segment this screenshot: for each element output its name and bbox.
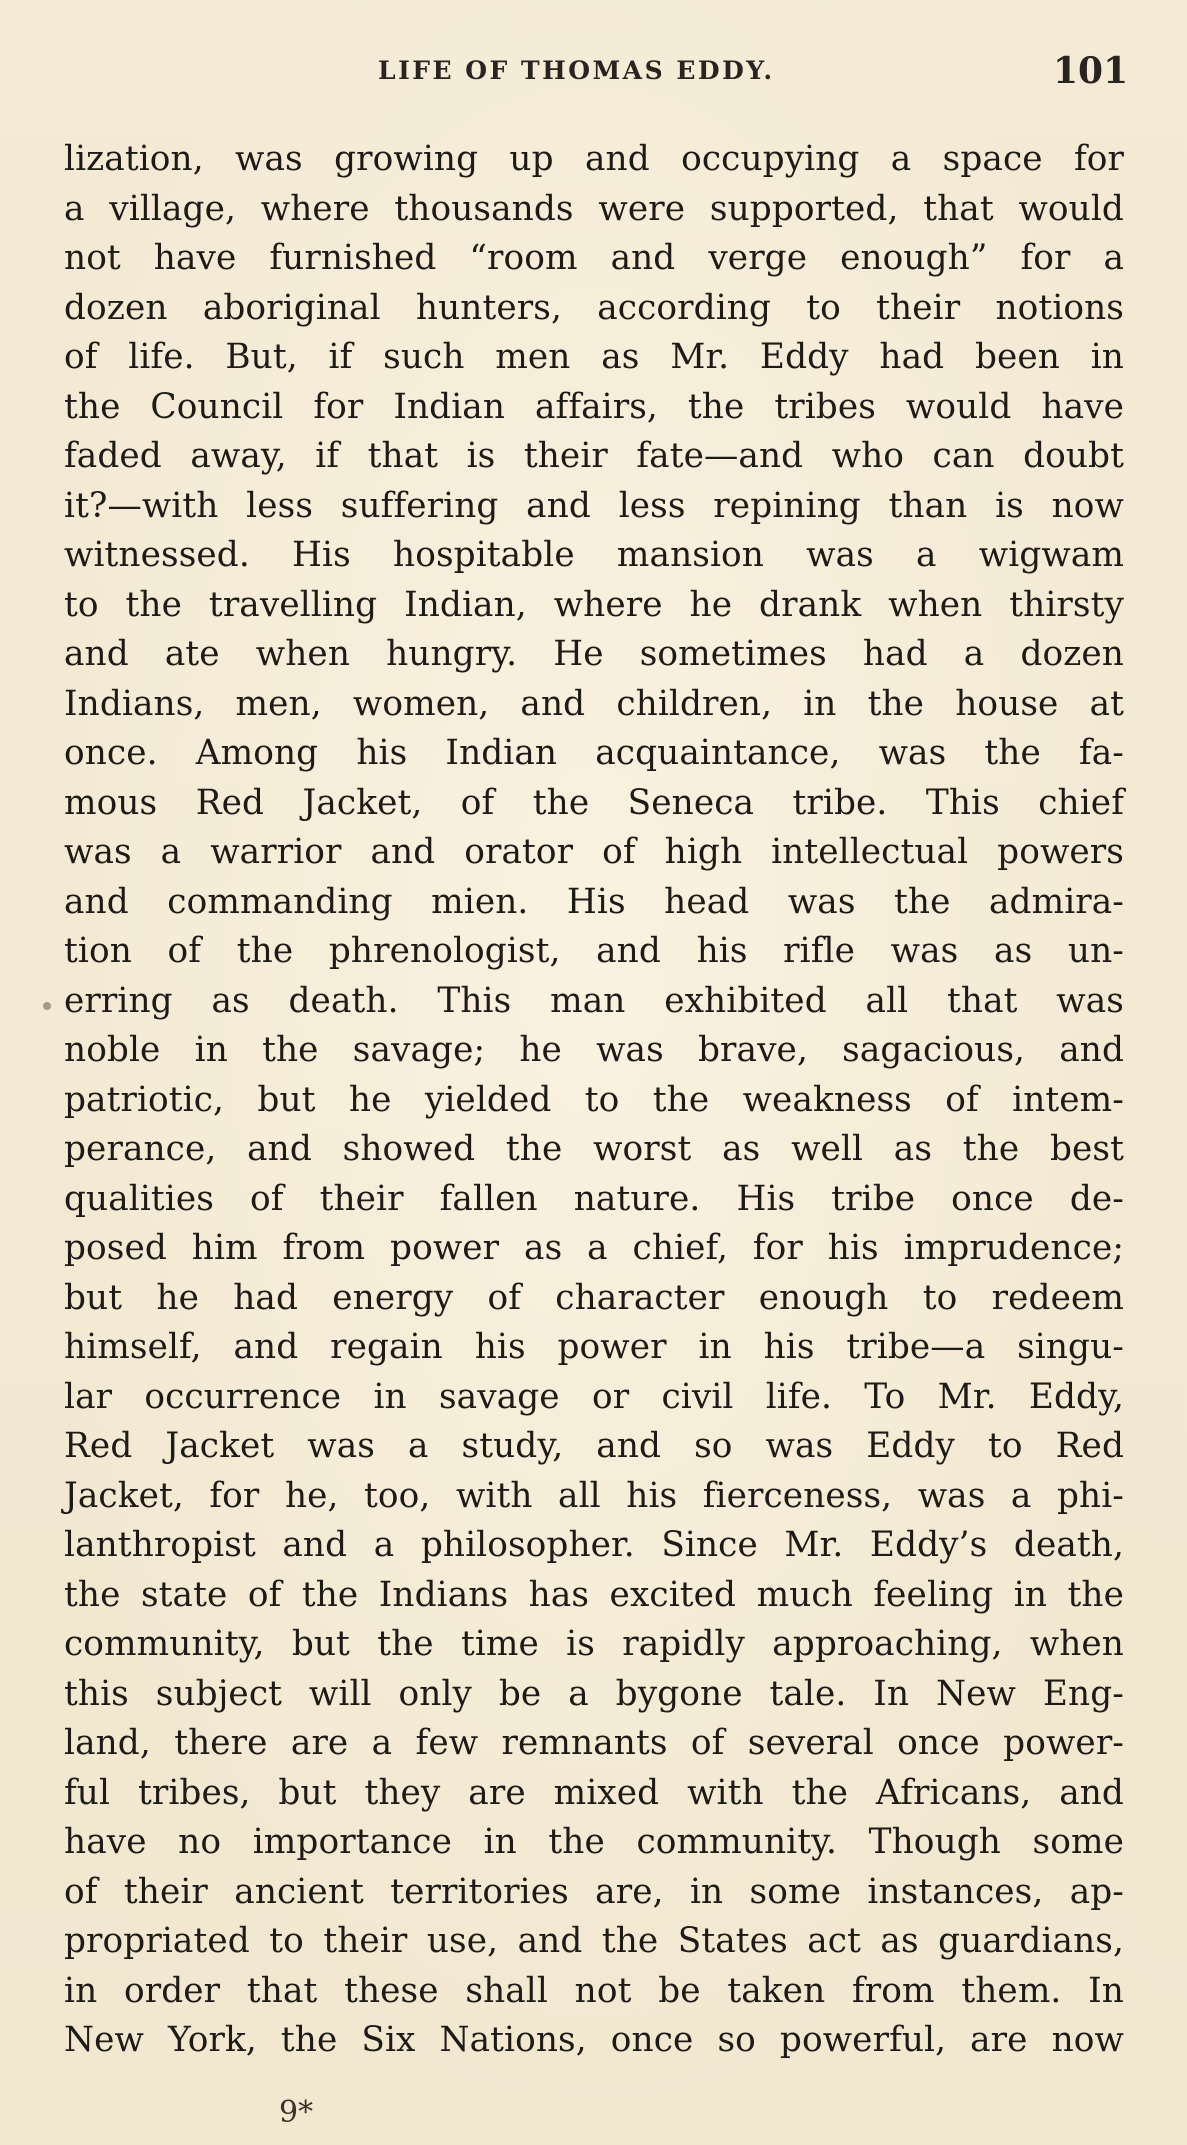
text-line: not have furnished “room and verge enough” for a	[64, 238, 1124, 278]
text-line: the Council for Indian affairs, the tribes would have	[64, 386, 1124, 427]
text-line: faded away, if that is their fate—and who can doubt	[64, 436, 1124, 476]
text-line: mous Red Jacket, of the Seneca tribe. This chief	[64, 782, 1124, 823]
text-line: posed him from power as a chief, for his imprudence;	[64, 1228, 1124, 1268]
text-line: ful tribes, but they are mixed with the Africans, and	[64, 1772, 1124, 1813]
text-line: patriotic, but he yielded to the weakness of intem-	[64, 1079, 1124, 1120]
text-line: to the travelling Indian, where he drank when thirsty	[64, 584, 1124, 625]
text-line: tion of the phrenologist, and his rifle was as un-	[64, 931, 1124, 971]
text-line: Jacket, for he, too, with all his fierceness, was a phi-	[64, 1475, 1124, 1516]
text-line: qualities of their fallen nature. His tribe once de-	[64, 1178, 1124, 1219]
text-line: once. Among his Indian acquaintance, was the fa-	[64, 733, 1124, 773]
ink-speck	[43, 1002, 51, 1010]
text-line: lar occurrence in savage or civil life. To Mr. Eddy,	[64, 1376, 1124, 1417]
text-line: land, there are a few remnants of several once power-	[64, 1723, 1124, 1763]
text-line: of their ancient territories are, in some instances, ap-	[64, 1871, 1124, 1912]
text-line: but he had energy of character enough to redeem	[64, 1277, 1124, 1318]
text-line: of life. But, if such men as Mr. Eddy had been in	[64, 337, 1124, 377]
text-line: in order that these shall not be taken from them. In	[64, 1970, 1124, 2011]
text-line: a village, where thousands were supported, that would	[64, 188, 1124, 229]
text-line: noble in the savage; he was brave, sagacious, and	[64, 1030, 1124, 1070]
text-line: witnessed. His hospitable mansion was a wigwam	[64, 535, 1124, 575]
text-line: and ate when hungry. He sometimes had a dozen	[64, 634, 1124, 674]
text-line: Indians, men, women, and children, in the house at	[64, 683, 1124, 724]
running-head: LIFE OF THOMAS EDDY.	[378, 56, 775, 85]
body-text	[64, 135, 1124, 2066]
text-line: lization, was growing up and occupying a space for	[64, 139, 1124, 179]
text-line: was a warrior and orator of high intellectual powers	[64, 832, 1124, 872]
text-line: propriated to their use, and the States act as guardians,	[64, 1921, 1124, 1961]
text-line: it?—with less suffering and less repining than is now	[64, 485, 1124, 526]
text-line: erring as death. This man exhibited all that was	[64, 980, 1124, 1021]
page-number: 101	[1053, 50, 1129, 92]
text-line: this subject will only be a bygone tale. In New Eng-	[64, 1673, 1124, 1714]
text-line: lanthropist and a philosopher. Since Mr. Eddy’s death,	[64, 1525, 1124, 1565]
text-line: perance, and showed the worst as well as the best	[64, 1129, 1124, 1169]
text-line: the state of the Indians has excited much feeling in the	[64, 1574, 1124, 1615]
text-line: community, but the time is rapidly approaching, when	[64, 1624, 1124, 1664]
text-line: himself, and regain his power in his tribe—a singu-	[64, 1327, 1124, 1367]
text-line: New York, the Six Nations, once so powerful, are now	[64, 2020, 1124, 2060]
text-line: Red Jacket was a study, and so was Eddy to Red	[64, 1426, 1124, 1466]
signature-mark: 9*	[279, 2095, 314, 2130]
text-line: dozen aboriginal hunters, according to their notions	[64, 287, 1124, 328]
text-line: have no importance in the community. Though some	[64, 1822, 1124, 1862]
text-line: and commanding mien. His head was the admira-	[64, 881, 1124, 922]
